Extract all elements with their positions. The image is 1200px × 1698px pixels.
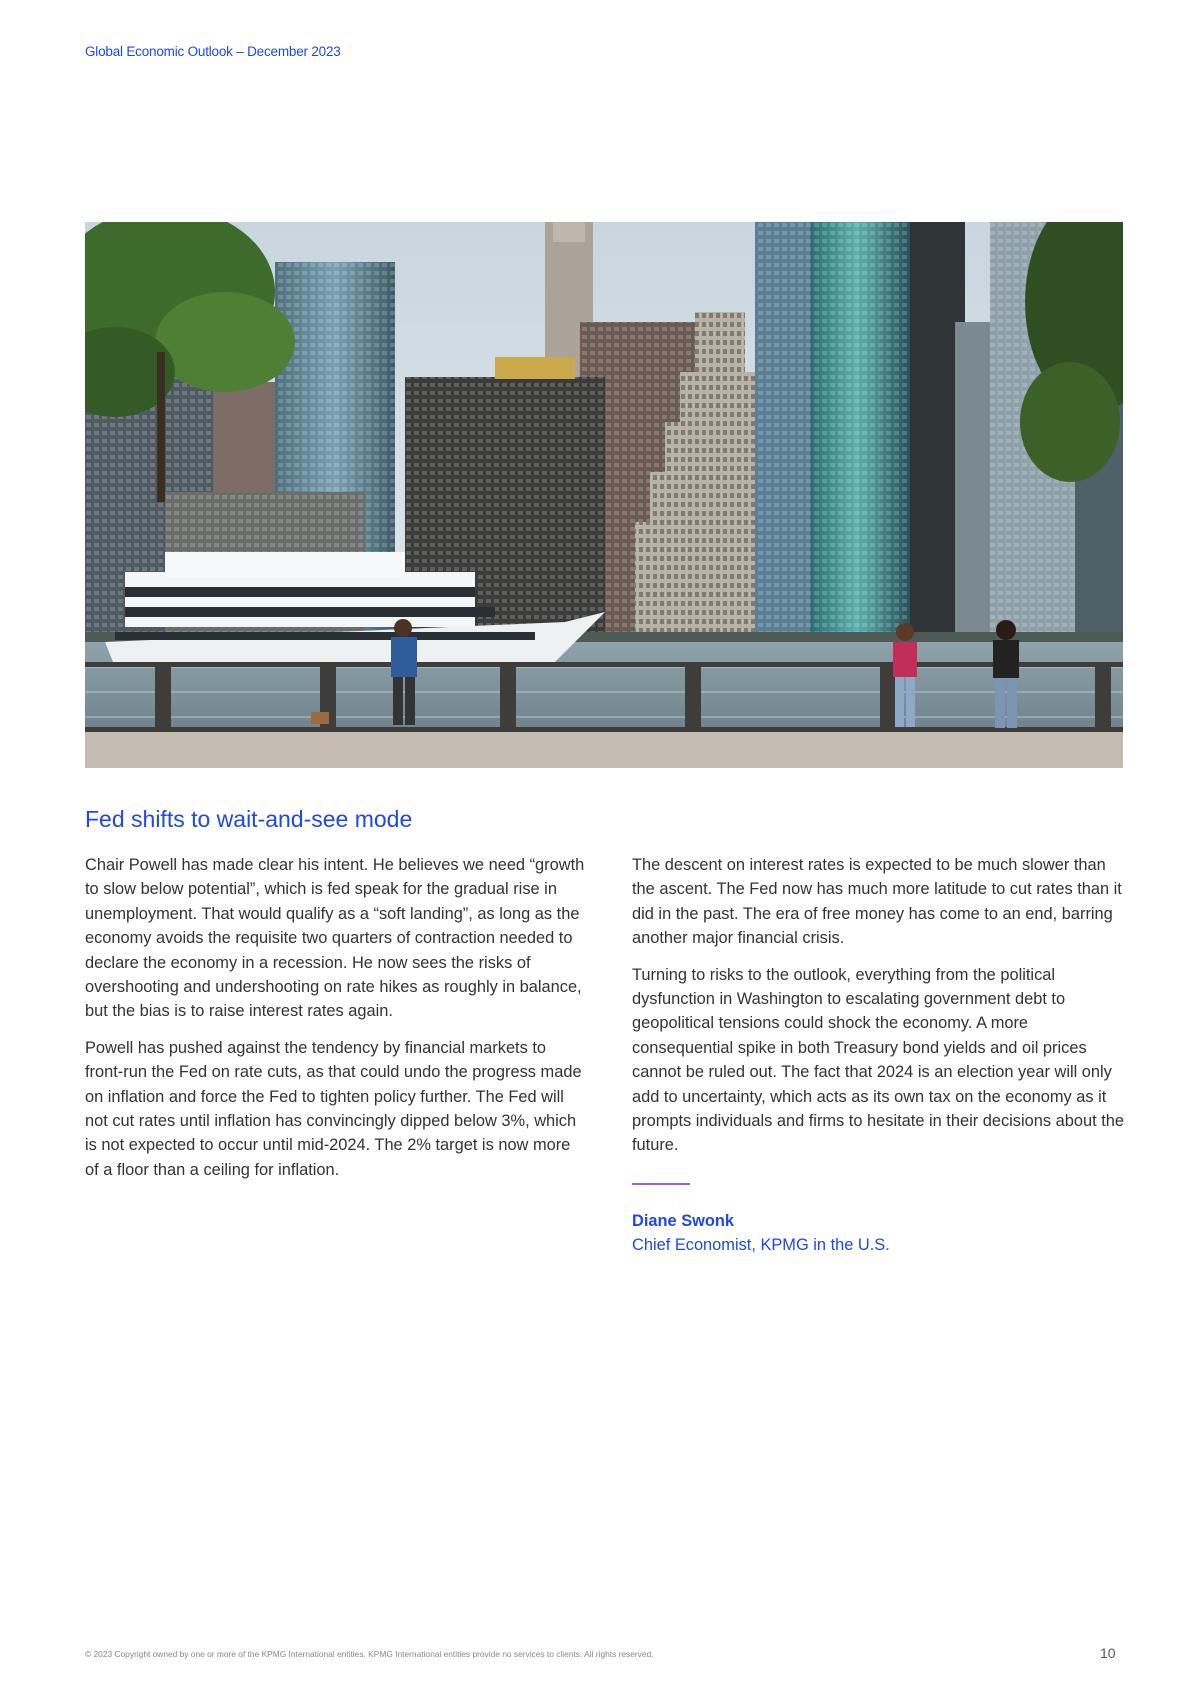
paragraph: The descent on interest rates is expected to be much slower than the ascent. The Fed now has much more latitude to cut rates than it did in the past. The era of free money has come to an end, barring another major financial crisis. [632, 856, 1122, 948]
paragraph: Powell has pushed against the tendency by financial markets to front-run the Fed on rate cuts, as that could undo the progress made on inflation and force the Fed to tighten policy further. The Fed will not cut rates until inflation has convincingly dipped below 3%, which is not expected to occur until mid-2024. The 2% target is now more of a floor than a ceiling for inflation. [85, 1038, 582, 1179]
copyright-notice: © 2023 Copyright owned by one or more of the KPMG International entities. KPMG International entities provide no services to clients. All rights reserved. [85, 1649, 654, 1659]
page-number: 10 [1100, 1645, 1116, 1661]
paragraph: Turning to risks to the outlook, everything from the political dysfunction in Washington to escalating government debt to geopolitical tensions could shock the economy. A more consequential spike in both Treasury bond yields and oil prices cannot be ruled out. The fact that 2024 is an election year will only add to uncertainty, which acts as its own tax on the economy as it prompts individuals and firms to hesitate in their decisions about the future. [632, 965, 1124, 1155]
running-title: Global Economic Outlook – December 2023 [85, 44, 341, 59]
author-divider [632, 1183, 690, 1185]
hero-image [85, 222, 1123, 768]
paragraph: Chair Powell has made clear his intent. He believes we need “growth to slow below potential”, which is fed speak for the gradual rise in unemployment. That would qualify as a “soft landing”, as long as the economy avoids the requisite two quarters of contraction needed to declare the economy in a recession. He now sees the risks of overshooting and undershooting on rate hikes as roughly in balance, but the bias is to raise interest rates again. [85, 856, 585, 1021]
right-column [632, 853, 1132, 1258]
left-column [85, 853, 585, 1194]
skyline-photo [85, 222, 1123, 768]
author-name: Diane Swonk [632, 1211, 735, 1230]
section-title: Fed shifts to wait-and-see mode [85, 806, 413, 832]
author-role: Chief Economist, KPMG in the U.S. [632, 1236, 890, 1255]
